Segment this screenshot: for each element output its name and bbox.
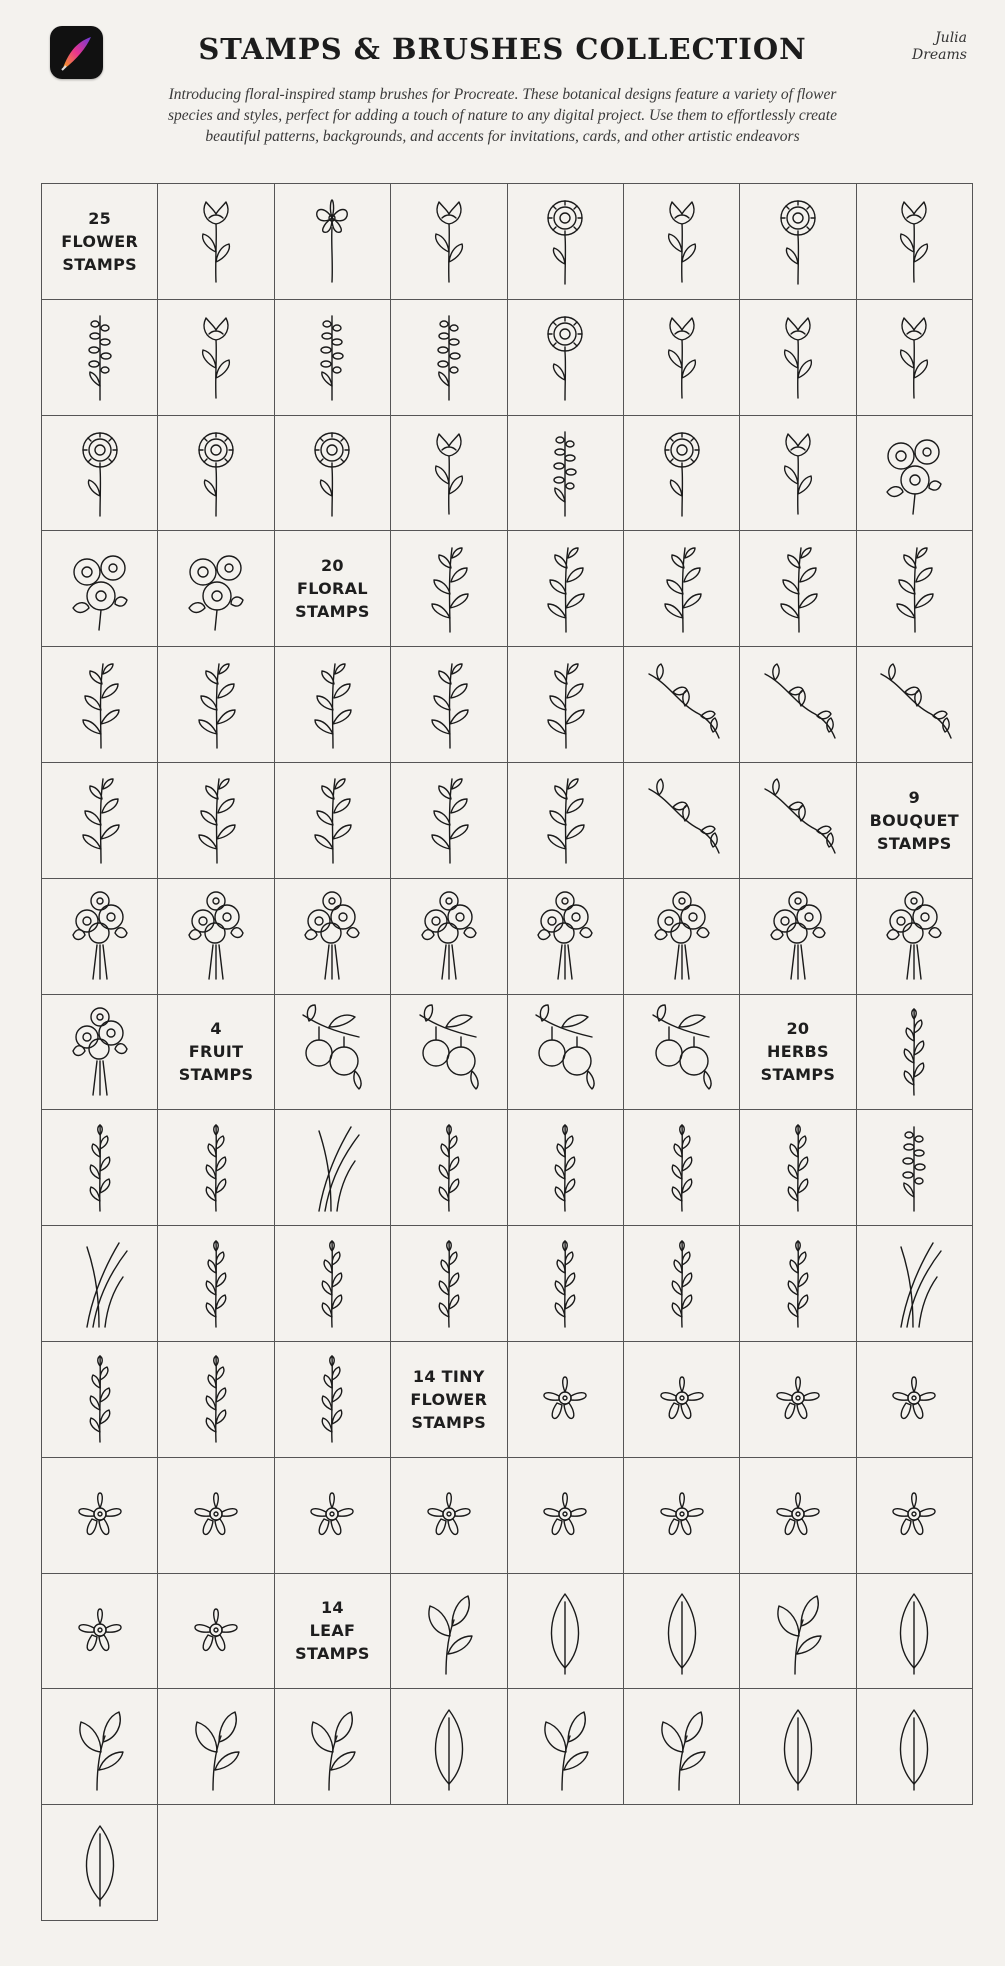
category-label-cell — [390, 1341, 507, 1458]
stamp-cell — [507, 183, 624, 300]
leaf-pair-icon — [57, 1696, 143, 1798]
stamp-cell — [390, 1573, 507, 1690]
stamp-cell — [274, 1225, 391, 1342]
spike-flower-icon — [871, 1117, 957, 1219]
stamp-cell — [274, 1341, 391, 1458]
leafy-branch-icon — [639, 538, 725, 640]
flower-stem-icon — [639, 190, 725, 292]
bouquet-icon — [289, 885, 375, 987]
stamp-cell — [157, 183, 274, 300]
stamp-cell — [739, 1341, 856, 1458]
leaf-pair-icon — [173, 1696, 259, 1798]
stamp-cell — [157, 1109, 274, 1226]
bouquet-icon — [639, 885, 725, 987]
single-leaf-icon — [871, 1696, 957, 1798]
round-flower-icon — [522, 190, 608, 292]
stamp-cell — [157, 1225, 274, 1342]
stamp-cell — [856, 1573, 973, 1690]
stamp-cell — [390, 646, 507, 763]
stamp-cell — [507, 530, 624, 647]
spike-flower-icon — [57, 306, 143, 408]
herb-sprig-icon — [406, 1117, 492, 1219]
herb-sprig-icon — [289, 1233, 375, 1335]
stamp-cell — [856, 1341, 973, 1458]
leafy-branch-icon — [173, 769, 259, 871]
herb-sprig-icon — [755, 1233, 841, 1335]
leafy-branch-icon — [755, 538, 841, 640]
stamp-cell — [739, 415, 856, 532]
stamp-cell — [274, 299, 391, 416]
stamp-cell — [856, 646, 973, 763]
flower-stem-icon — [871, 190, 957, 292]
stamp-cell — [507, 1688, 624, 1805]
stamp-cell — [856, 1109, 973, 1226]
stamp-cell — [390, 299, 507, 416]
stamp-grid — [41, 183, 972, 1920]
stamp-cell — [390, 1457, 507, 1574]
description-line: beautiful patterns, backgrounds, and accents for invitations, cards, and other artistic endeavors — [205, 128, 800, 145]
stamp-cell — [157, 878, 274, 995]
stamp-cell — [274, 878, 391, 995]
leafy-branch-icon — [173, 654, 259, 756]
spike-flower-icon — [406, 306, 492, 408]
stamp-cell — [739, 762, 856, 879]
stamp-cell — [507, 1109, 624, 1226]
stamp-cell — [507, 878, 624, 995]
category-label: 20 FLORAL STAMPS — [295, 556, 370, 622]
tiny-flower-icon — [639, 1348, 725, 1450]
description-line: Introducing floral-inspired stamp brushes for Procreate. These botanical designs feature a variety of flower — [168, 86, 837, 103]
stamp-cell — [157, 530, 274, 647]
tiny-flower-icon — [522, 1348, 608, 1450]
category-label: 14 LEAF STAMPS — [295, 1598, 370, 1664]
tiny-flower-icon — [639, 1464, 725, 1566]
flower-stem-icon — [173, 190, 259, 292]
stamp-cell — [157, 646, 274, 763]
leafy-branch-icon — [406, 769, 492, 871]
herb-sprig-icon — [406, 1233, 492, 1335]
stamp-cell — [856, 1688, 973, 1805]
leafy-branch-icon — [289, 654, 375, 756]
category-label-cell — [856, 762, 973, 879]
flower-stem-icon — [871, 306, 957, 408]
stamp-cell — [390, 994, 507, 1111]
stamp-cell — [507, 1225, 624, 1342]
category-label: 25 FLOWER STAMPS — [61, 208, 139, 274]
tiny-flower-icon — [755, 1464, 841, 1566]
stamp-cell — [856, 415, 973, 532]
herb-sprig-icon — [57, 1348, 143, 1450]
stamp-cell — [739, 646, 856, 763]
stamp-cell — [41, 1109, 158, 1226]
leaf-pair-icon — [289, 1696, 375, 1798]
brand-signature: Julia Dreams — [911, 30, 967, 63]
spike-flower-icon — [289, 306, 375, 408]
stamp-cell — [623, 1573, 740, 1690]
stamp-cell — [390, 1109, 507, 1226]
bouquet-icon — [522, 885, 608, 987]
vine-icon — [639, 769, 725, 871]
stamp-cell — [507, 1457, 624, 1574]
stamp-cell — [390, 762, 507, 879]
leafy-branch-icon — [522, 769, 608, 871]
tiny-flower-icon — [173, 1464, 259, 1566]
page-title: STAMPS & BRUSHES COLLECTION — [198, 32, 807, 66]
round-flower-icon — [173, 422, 259, 524]
herb-sprig-icon — [755, 1117, 841, 1219]
leafy-branch-icon — [57, 654, 143, 756]
stamp-cell — [41, 415, 158, 532]
stamp-cell — [390, 1225, 507, 1342]
category-label-cell — [41, 183, 158, 300]
stamp-cell — [41, 1341, 158, 1458]
stamp-cell — [623, 1688, 740, 1805]
herb-sprig-icon — [522, 1117, 608, 1219]
stamp-cell — [274, 1457, 391, 1574]
fruit-branch-icon — [406, 1001, 492, 1103]
single-leaf-icon — [57, 1812, 143, 1914]
fruit-branch-icon — [522, 1001, 608, 1103]
stamp-cell — [739, 183, 856, 300]
stamp-cell — [856, 299, 973, 416]
tiny-flower-icon — [57, 1580, 143, 1682]
stamp-cell — [856, 994, 973, 1111]
stamp-cell — [856, 183, 973, 300]
herb-sprig-icon — [173, 1348, 259, 1450]
category-label: 4 FRUIT STAMPS — [178, 1019, 254, 1085]
herb-sprig-icon — [639, 1233, 725, 1335]
stamp-cell — [41, 1804, 158, 1921]
stamp-cell — [41, 1688, 158, 1805]
stamp-cell — [623, 1341, 740, 1458]
stamp-cell — [739, 878, 856, 995]
round-flower-icon — [755, 190, 841, 292]
stamp-cell — [856, 1225, 973, 1342]
herb-sprig-icon — [289, 1348, 375, 1450]
stamp-cell — [623, 994, 740, 1111]
stamp-cell — [157, 415, 274, 532]
stamp-cell — [507, 762, 624, 879]
tiny-flower-icon — [289, 1464, 375, 1566]
leafy-branch-icon — [406, 654, 492, 756]
stamp-cell — [739, 530, 856, 647]
stamp-cell — [157, 1688, 274, 1805]
category-label-cell — [274, 1573, 391, 1690]
round-flower-icon — [289, 422, 375, 524]
round-flower-icon — [57, 422, 143, 524]
open-flower-icon — [289, 190, 375, 292]
leaf-pair-icon — [639, 1696, 725, 1798]
tiny-flower-icon — [522, 1464, 608, 1566]
bloom-cluster-icon — [173, 538, 259, 640]
stamp-cell — [41, 762, 158, 879]
stamp-cell — [739, 1225, 856, 1342]
stamp-cell — [623, 415, 740, 532]
category-label-cell — [739, 994, 856, 1111]
stamp-cell — [739, 1573, 856, 1690]
stamp-cell — [507, 994, 624, 1111]
tiny-flower-icon — [755, 1348, 841, 1450]
stamp-cell — [274, 762, 391, 879]
herb-sprig-icon — [173, 1117, 259, 1219]
stamp-cell — [623, 762, 740, 879]
stamp-cell — [274, 1109, 391, 1226]
tiny-flower-icon — [406, 1464, 492, 1566]
flower-stem-icon — [406, 422, 492, 524]
description-line: species and styles, perfect for adding a touch of nature to any digital project. Use them to effortlessly create — [168, 107, 837, 124]
stamp-cell — [41, 1457, 158, 1574]
vine-icon — [755, 769, 841, 871]
stamp-cell — [507, 1341, 624, 1458]
leaf-pair-icon — [406, 1580, 492, 1682]
stamp-cell — [856, 878, 973, 995]
bouquet-icon — [871, 885, 957, 987]
category-label: 9 BOUQUET STAMPS — [869, 787, 959, 853]
grass-blades-icon — [871, 1233, 957, 1335]
leaf-pair-icon — [522, 1696, 608, 1798]
stamp-cell — [274, 1688, 391, 1805]
stamp-cell — [739, 1688, 856, 1805]
category-label: 20 HERBS STAMPS — [760, 1019, 836, 1085]
stamp-cell — [274, 415, 391, 532]
category-label-cell — [157, 994, 274, 1111]
bouquet-icon — [173, 885, 259, 987]
leafy-branch-icon — [871, 538, 957, 640]
stamp-cell — [274, 646, 391, 763]
single-leaf-icon — [639, 1580, 725, 1682]
round-flower-icon — [522, 306, 608, 408]
tiny-flower-icon — [871, 1464, 957, 1566]
stamp-cell — [856, 1457, 973, 1574]
bloom-cluster-icon — [871, 422, 957, 524]
flower-stem-icon — [173, 306, 259, 408]
stamp-cell — [157, 299, 274, 416]
stamp-cell — [390, 1688, 507, 1805]
vine-icon — [871, 654, 957, 756]
stamp-cell — [623, 299, 740, 416]
stamp-cell — [623, 1109, 740, 1226]
stamp-cell — [390, 183, 507, 300]
fruit-branch-icon — [639, 1001, 725, 1103]
tiny-flower-icon — [871, 1348, 957, 1450]
stamp-cell — [390, 878, 507, 995]
stamp-cell — [623, 878, 740, 995]
stamp-cell — [390, 530, 507, 647]
stamp-cell — [41, 646, 158, 763]
flower-stem-icon — [755, 422, 841, 524]
leafy-branch-icon — [522, 538, 608, 640]
leafy-branch-icon — [522, 654, 608, 756]
bouquet-icon — [755, 885, 841, 987]
flower-stem-icon — [406, 190, 492, 292]
bouquet-icon — [57, 885, 143, 987]
stamp-cell — [157, 1573, 274, 1690]
tiny-flower-icon — [57, 1464, 143, 1566]
stamp-cell — [623, 530, 740, 647]
stamp-cell — [739, 1457, 856, 1574]
stamp-cell — [507, 646, 624, 763]
bouquet-icon — [406, 885, 492, 987]
stamp-cell — [41, 878, 158, 995]
herb-sprig-icon — [639, 1117, 725, 1219]
herb-sprig-icon — [871, 1001, 957, 1103]
round-flower-icon — [639, 422, 725, 524]
spike-flower-icon — [522, 422, 608, 524]
leafy-branch-icon — [406, 538, 492, 640]
description — [140, 84, 865, 147]
stamp-cell — [274, 994, 391, 1111]
flower-stem-icon — [639, 306, 725, 408]
stamp-cell — [507, 299, 624, 416]
stamp-cell — [41, 1225, 158, 1342]
stamp-cell — [739, 299, 856, 416]
tiny-flower-icon — [173, 1580, 259, 1682]
stamp-cell — [157, 762, 274, 879]
fruit-branch-icon — [289, 1001, 375, 1103]
stamp-cell — [157, 1457, 274, 1574]
stamp-cell — [41, 299, 158, 416]
leafy-branch-icon — [57, 769, 143, 871]
single-leaf-icon — [755, 1696, 841, 1798]
stamp-cell — [41, 994, 158, 1111]
stamp-cell — [41, 1573, 158, 1690]
herb-sprig-icon — [522, 1233, 608, 1335]
bloom-cluster-icon — [57, 538, 143, 640]
grass-blades-icon — [57, 1233, 143, 1335]
stamp-cell — [507, 415, 624, 532]
vine-icon — [639, 654, 725, 756]
stamp-cell — [507, 1573, 624, 1690]
leaf-pair-icon — [755, 1580, 841, 1682]
category-label-cell — [274, 530, 391, 647]
flower-stem-icon — [755, 306, 841, 408]
herb-sprig-icon — [173, 1233, 259, 1335]
stamp-cell — [856, 530, 973, 647]
single-leaf-icon — [871, 1580, 957, 1682]
stamp-cell — [390, 415, 507, 532]
vine-icon — [755, 654, 841, 756]
single-leaf-icon — [406, 1696, 492, 1798]
stamp-cell — [623, 183, 740, 300]
grass-blades-icon — [289, 1117, 375, 1219]
leafy-branch-icon — [289, 769, 375, 871]
herb-sprig-icon — [57, 1117, 143, 1219]
stamp-cell — [623, 1457, 740, 1574]
stamp-cell — [623, 646, 740, 763]
stamp-cell — [41, 530, 158, 647]
single-leaf-icon — [522, 1580, 608, 1682]
stamp-cell — [739, 1109, 856, 1226]
bouquet-icon — [57, 1001, 143, 1103]
category-label: 14 TINY FLOWER STAMPS — [410, 1366, 488, 1432]
stamp-cell — [274, 183, 391, 300]
stamp-cell — [623, 1225, 740, 1342]
stamp-cell — [157, 1341, 274, 1458]
